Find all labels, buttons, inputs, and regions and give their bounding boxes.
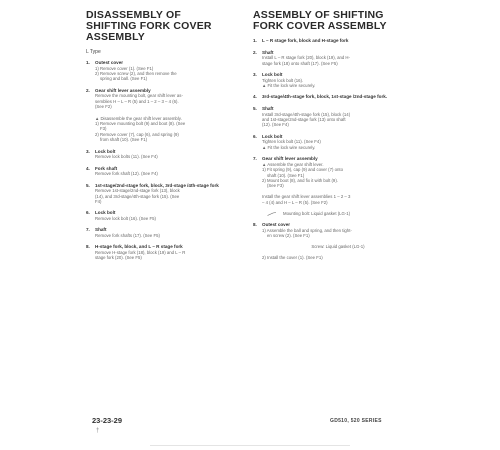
disassembly-step [86,116,246,143]
step-text-line: en screw (2). (See F1) [267,233,310,239]
step-title-text: 3rd-stage/4th-stage fork, block, 1st-stage /2nd-stage fork. [262,94,388,100]
step-text-line: Remove 1st-stage/2nd-stage fork (13), block [95,188,180,194]
step-text-line: Remove lock bolts (11). (See F4) [95,154,158,160]
step-text-line: ▲ Assemble the gear shift lever. [262,161,324,167]
disassembly-step [86,244,246,260]
bottom-divider [150,445,350,446]
step-text-line: spring and ball. (See F1) [100,76,148,82]
step-text-line: 2) Install the cover (1). (See F1) [262,255,323,261]
assembly-step [253,134,423,150]
step-title [253,38,423,44]
step-text-line: (See F2) [95,104,112,110]
step-text-line: shaft (10). (See F1) [267,172,305,178]
step-text-line: stage fork (20). (See F5) [95,255,142,261]
assembly-heading: ASSEMBLY OF SHIFTING FORK COVER ASSEMBLY [253,9,387,32]
step-text-line: F3) [100,126,107,132]
step-title-text: Lock bolt [262,133,283,139]
step-number: 4. [253,94,257,100]
step-text-line: Screw: Liquid gasket (LG-1) [311,244,365,250]
step-text-line: ▲ Fit the lock wire securely. [262,144,316,150]
step-text-line: ▲ Disassemble the gear shift lever assembly. [95,115,182,121]
step-title-text: Gear shift lever assembly [262,156,318,162]
step-text-line: from shaft (10). (See F1) [100,137,148,143]
assembly-step [253,72,423,88]
step-title [253,94,423,100]
disassembly-step [86,149,246,160]
step-number: 5. [86,182,90,188]
step-number: 4. [86,165,90,171]
step-text-line: semblies H – L – R (5) and 1 – 2 – 3 – 4 (6). [95,98,179,104]
step-title-text: Outest cover [262,222,291,228]
step-title-text: Gear shift lever assembly [95,87,151,93]
assembly-step [253,106,423,128]
disassembly-steps [86,60,246,261]
step-number: 6. [253,133,257,139]
step-title-text: Shaft [262,49,274,55]
step-number: 2. [86,87,90,93]
liquid-gasket-note [253,211,423,216]
step-title-text: L – R stage fork, block and H-stage fork [262,38,349,43]
step-number: 1. [253,38,257,43]
liquid-gasket-text: Mounting bolt: Liquid gasket (LG-1) [283,211,351,217]
step-title-text: Lock bolt [95,210,116,216]
assembly-step [253,156,423,205]
right-column [253,10,423,267]
step-text-line: Remove fork shafts (17). (See F5) [95,233,160,239]
step-text-line: 1) Remove mounting bolt (9) and boot (8). (See [95,121,186,127]
step-text-line: 2) Remove screw (2), and then remove the [95,71,177,76]
step-number: 3. [253,72,257,77]
assembly-step [253,222,423,260]
step-text-line: Tighten lock bolt (11). (See F4) [262,139,321,145]
step-text-line: Remove lock bolt (16). (See F5) [95,216,156,222]
step-text-line: (See F3) [267,183,284,189]
step-text-line: stage fork (18) onto shaft (17). (See F5) [262,60,338,66]
model-series: GD510, 520 SERIES [330,418,382,424]
step-text-line: 2) Mount boot (8), and fix it with bolt (9). [262,178,338,184]
step-number: 2. [253,49,257,55]
assembly-step [253,38,423,44]
step-text-line: Remove the mounting bolt, gear shift lever as- [95,93,183,99]
disassembly-step [86,166,246,177]
disassembly-step [86,183,246,205]
step-number: 7. [253,156,257,162]
step-text-line: Remove fork shaft (12). (See F4) [95,171,158,177]
step-text-line: 1) Fit spring (9), cap (9) and cover (7) onto [262,167,343,173]
assembly-steps [253,38,423,261]
step-number: 5. [253,106,257,111]
step-text-line: (14), and 3rd-stage/4th-stage fork (15). (See [95,193,180,199]
step-text-line: Install L – R stage fork (20), block (19), and H- [262,55,350,61]
step-text-line: 2) Remove cover (7), cap (6), and spring (9) [95,131,179,137]
step-number: 8. [253,222,257,228]
type-subheading: L Type [86,49,101,55]
step-number: 1. [86,60,90,65]
disassembly-heading: DISASSEMBLY OF SHIFTING FORK COVER ASSEMBLY [86,9,212,43]
step-text-line: (12). (See F4) [262,122,289,128]
step-text-line: Remove H-stage fork (18), block (19) and L – R [95,250,186,256]
step-text-line: 1) Assemble the ball and spring, and then tight- [262,228,352,234]
disassembly-step [86,227,246,238]
step-text-line: – 4 (4) and H – L – R (5). (See F2) [262,199,328,205]
step-text-line: F4) [95,199,102,205]
step-title-text: Shaft [95,227,107,233]
left-column [86,10,246,267]
step-title-text: 1st-stage/2nd-stage fork, block, 3rd-stage /4th-stage fork [95,182,219,188]
page-code: 23-23-29 [92,416,123,425]
disassembly-step [86,210,246,221]
step-text-line: Tighten lock bolt (16). [262,77,304,83]
step-text-line: 1) Remove cover (1). (See F1) [95,65,154,71]
step-title-text: Fork shaft [95,165,118,171]
step-text-line: Install 3rd-stage/4th-stage fork (15), block (14) [262,111,351,117]
step-number: 7. [86,227,90,233]
step-text-line: and 1st-stage/2nd-stage fork (13) onto shaft [262,117,346,122]
step-title-text: Outest cover [95,60,124,65]
step-number: 6. [86,210,90,216]
step-title-text: H-stage fork, block, and L – R stage fork [95,244,183,250]
disassembly-step [86,60,246,82]
bolt-icon [267,212,277,216]
assembly-step [253,211,423,216]
assembly-step [253,94,423,100]
footer-mark: † [96,428,100,434]
step-title-text: Lock bolt [95,148,116,154]
step-text-line: ▲ Fit the lock wire securely. [262,83,316,88]
step-number: 3. [86,148,90,154]
step-text-line: Install the gear shift lever assemblies 1 – 2 – 3 [262,194,351,200]
step-number: 8. [86,244,90,250]
assembly-step [253,50,423,66]
step-title-text: Shaft [262,106,274,111]
disassembly-step [86,88,246,110]
step-title-text: Lock bolt [262,72,283,77]
